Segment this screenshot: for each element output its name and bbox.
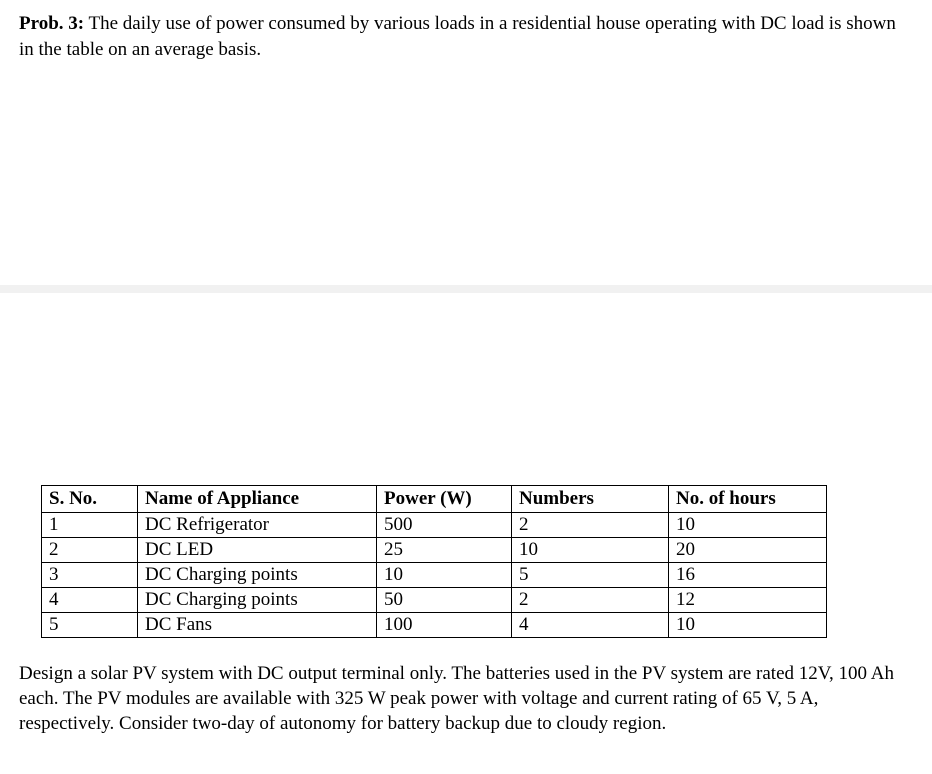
cell-power: 10	[377, 563, 512, 588]
page-divider	[0, 285, 932, 293]
cell-hours: 10	[669, 613, 827, 638]
table-row	[42, 538, 827, 563]
header-power: Power (W)	[377, 486, 512, 513]
header-hours: No. of hours	[669, 486, 827, 513]
header-appliance: Name of Appliance	[138, 486, 377, 513]
table-row	[42, 588, 827, 613]
cell-sno: 4	[42, 588, 138, 613]
cell-hours: 16	[669, 563, 827, 588]
problem-label: Prob. 3:	[19, 13, 85, 34]
cell-power: 50	[377, 588, 512, 613]
table-row	[42, 563, 827, 588]
cell-appliance: DC Refrigerator	[138, 513, 377, 538]
cell-numbers: 2	[512, 513, 669, 538]
design-question: Design a solar PV system with DC output terminal only. The batteries used in the PV system are rated 12V, 100 Ah each. The PV modules are available with 325 W peak power with voltage and current rating of 65 V, 5 A, respectively. Consider two-day of autonomy for battery backup due to cloudy region.	[19, 663, 894, 734]
cell-appliance: DC Charging points	[138, 588, 377, 613]
cell-power: 25	[377, 538, 512, 563]
cell-hours: 10	[669, 513, 827, 538]
load-table	[41, 485, 827, 638]
table-row	[42, 513, 827, 538]
cell-numbers: 4	[512, 613, 669, 638]
cell-numbers: 5	[512, 563, 669, 588]
problem-text: The daily use of power consumed by various loads in a residential house operating with DC load is shown in the table on an average basis.	[19, 13, 896, 60]
cell-appliance: DC Fans	[138, 613, 377, 638]
cell-power: 500	[377, 513, 512, 538]
table-header-row	[42, 486, 827, 513]
header-numbers: Numbers	[512, 486, 669, 513]
cell-hours: 12	[669, 588, 827, 613]
cell-numbers: 10	[512, 538, 669, 563]
cell-sno: 5	[42, 613, 138, 638]
cell-hours: 20	[669, 538, 827, 563]
problem-statement	[19, 11, 899, 63]
cell-sno: 1	[42, 513, 138, 538]
header-sno: S. No.	[42, 486, 138, 513]
cell-sno: 3	[42, 563, 138, 588]
cell-power: 100	[377, 613, 512, 638]
cell-numbers: 2	[512, 588, 669, 613]
cell-sno: 2	[42, 538, 138, 563]
table-row	[42, 613, 827, 638]
cell-appliance: DC Charging points	[138, 563, 377, 588]
cell-appliance: DC LED	[138, 538, 377, 563]
